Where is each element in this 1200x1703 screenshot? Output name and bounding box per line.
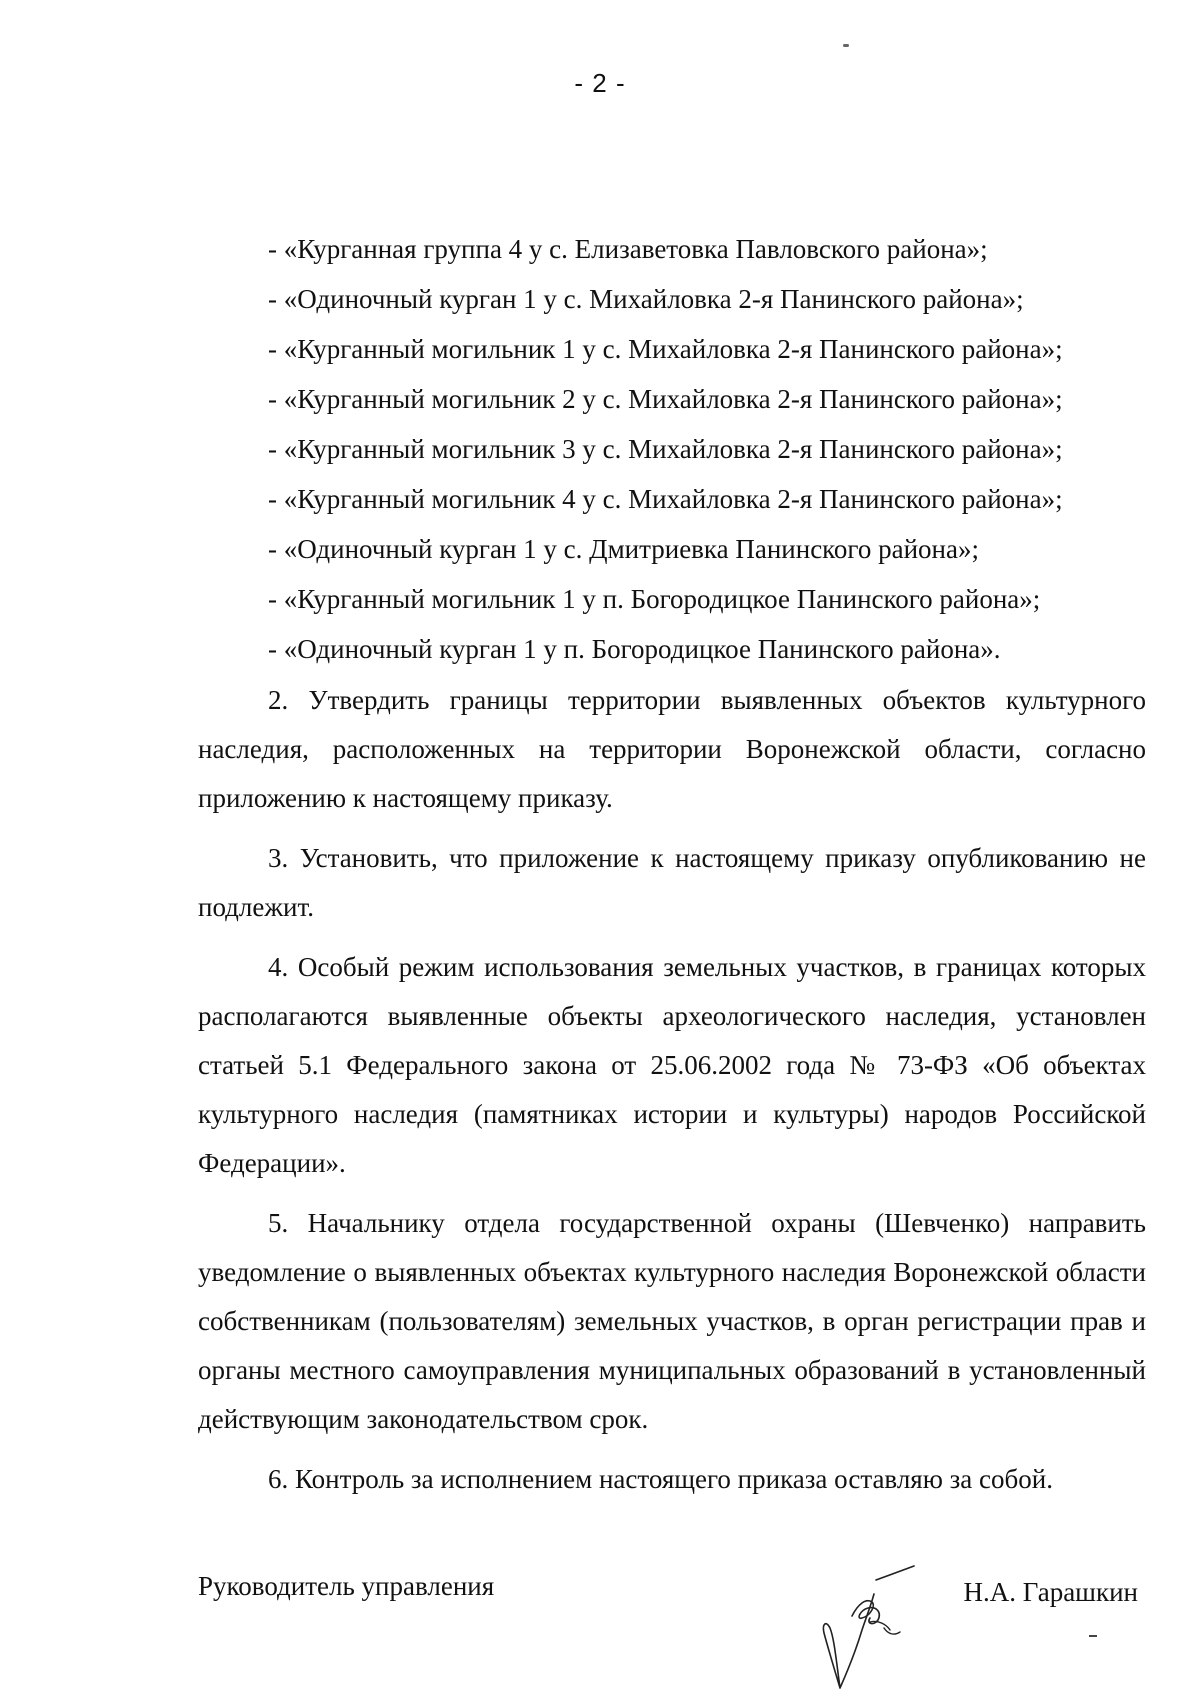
paragraph-3: 3. Установить, что приложение к настоящему приказу опубликованию не подлежит.	[198, 843, 1146, 922]
list-item: - «Одиночный курган 1 у п. Богородицкое Панинского района».	[268, 634, 1001, 664]
document-body	[198, 224, 1146, 1504]
paragraph-5: 5. Начальнику отдела государственной охраны (Шевченко) направить уведомление о выявленных объектах культурного наследия Воронежской области собственникам (пользователям) земельных участков, в орган регистрации прав и органы местного самоуправления муниципальных образований в установленный действующим законодательством срок.	[198, 1208, 1146, 1434]
list-item: - «Курганная группа 4 у с. Елизаветовка Павловского района»;	[268, 234, 988, 264]
list-item: - «Курганный могильник 1 у с. Михайловка 2-я Панинского района»;	[268, 334, 1063, 364]
signatory-name: Н.А. Гарашкин	[963, 1577, 1138, 1607]
list-item: - «Курганный могильник 2 у с. Михайловка 2-я Панинского района»;	[268, 384, 1063, 414]
paragraph-4: 4. Особый режим использования земельных участков, в границах которых располагаются выявленные объекты археологического наследия, установлен статьей 5.1 Федерального закона от 25.06.2002 года № 73-ФЗ «Об объектах культурного наследия (памятниках истории и культуры) народов Российской Федерации».	[198, 952, 1146, 1178]
signatory-title: Руководитель управления	[198, 1571, 495, 1601]
handwritten-signature	[804, 1538, 924, 1698]
scan-speck	[843, 44, 849, 47]
list-item: - «Курганный могильник 4 у с. Михайловка 2-я Панинского района»;	[268, 484, 1063, 514]
list-item: - «Одиночный курган 1 у с. Михайловка 2-я Панинского района»;	[268, 284, 1024, 314]
list-item: - «Курганный могильник 1 у п. Богородицкое Панинского района»;	[268, 584, 1041, 614]
scan-mark	[1089, 1635, 1097, 1637]
paragraph-6: 6. Контроль за исполнением настоящего приказа оставляю за собой.	[268, 1464, 1053, 1494]
paragraph-2: 2. Утвердить границы территории выявленных объектов культурного наследия, расположенных на территории Воронежской области, согласно приложению к настоящему приказу.	[198, 685, 1146, 813]
list-item: - «Курганный могильник 3 у с. Михайловка 2-я Панинского района»;	[268, 434, 1063, 464]
page-number: - 2 -	[574, 68, 626, 98]
signature-block	[198, 1566, 1146, 1686]
list-item: - «Одиночный курган 1 у с. Дмитриевка Панинского района»;	[268, 534, 979, 564]
